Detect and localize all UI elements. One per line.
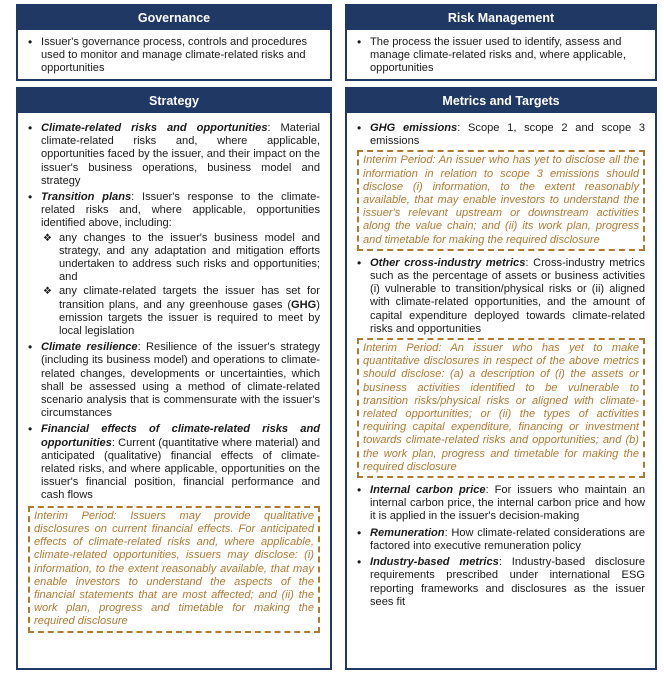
metrics-header: Metrics and Targets (347, 89, 655, 113)
desc: ) emission targets the issuer is required to meet by local legislation (59, 298, 320, 338)
transition-subitem (41, 285, 320, 338)
desc: : Issuer's response to the climate-related risks and, where applicable, opportunities identified above, including: (41, 191, 321, 230)
term: Climate resilience (41, 341, 138, 354)
strategy-item-transition-plans (28, 191, 320, 338)
metrics-item-remuneration (357, 527, 645, 553)
metrics-item-cross-industry (357, 257, 645, 478)
governance-header: Governance (18, 6, 330, 30)
strategy-item-climate-resilience (28, 341, 320, 420)
desc: : Industry-based disclosure requirements prescribed under international ESG reporting frameworks and disclosures as the issuer sees fit (370, 556, 645, 608)
governance-item: • Issuer's governance process, controls and procedures used to monitor and manage climate-related risks and opportunities (28, 36, 320, 76)
term: Other cross-industry metrics (370, 256, 526, 269)
term: Internal carbon price (370, 484, 486, 497)
strategy-item-climate-risks (28, 122, 320, 188)
desc: : Current (quantitative where material) and anticipated (qualitative) financial effects of climate-related risks, and where applicable, opportunities on the issuer's financial position, financial performance and cash flows (41, 436, 320, 502)
term: Remuneration (370, 526, 445, 539)
desc: : Material climate-related risks and, where applicable, opportunities faced by the issuer, and their impact on the issuer's business operations, business model and strategy (41, 122, 320, 187)
risk-management-panel (345, 4, 657, 81)
interim-period-note: Interim Period: An issuer who has yet to disclose all the information in relation to scope 3 emissions should disclose (i) information, to the extent reasonably available, that may enable investors to understand the issuer's relevant upstream or downstream activities along the value chain; and (ii) its work plan, progress and timetable for making the required disclosure (357, 150, 645, 250)
strategy-panel (16, 87, 332, 670)
desc: : For issuers who maintain an internal carbon price, the internal carbon price and how it is applied in the issuer's decision-making (370, 484, 645, 523)
metrics-panel (345, 87, 657, 670)
risk-management-item: • The process the issuer used to identify, assess and manage climate-related risks and, where applicable, opportunities (357, 36, 645, 76)
desc: : How climate-related considerations are factored into executive remuneration policy (370, 526, 645, 552)
transition-subitem: ❖ any changes to the issuer's business model and strategy, and any adaptation and mitigation efforts undertaken to address such risks and opportunities; and (41, 232, 320, 285)
desc: any climate-related targets the issuer has set for transition plans, and any greenhouse gases ( (59, 285, 320, 311)
term: Climate-related risks and opportunities (41, 122, 268, 134)
term: GHG emissions (370, 122, 458, 134)
metrics-item-industry (357, 556, 645, 609)
desc: : Scope 1, scope 2 and scope 3 emissions (370, 122, 645, 148)
interim-period-note: Interim Period: Issuers may provide qualitative disclosures on current financial effects. For anticipated effects of climate-related risks and, where applicable, climate-related opportunities, issuers may disclose: (i) information, to the extent reasonably available, that may enable investors to understand the aspects of the financial statements that are most affected; and (ii) the work plan, progress and timetable for making the required disclosure (28, 506, 320, 633)
interim-period-note: Interim Period: An issuer who has yet to make quantitative disclosures in respect of the above metrics should disclose: (a) a description of (i) the assets or business activities identified to be vulnerable to transition risks/physical risks or aligned with climate-related opportunities; or (ii) the types of activities requiring capital expenditure, financing or investment towards climate-related risks and opportunities; and (b) the work plan, progress and timetable for making the required disclosure (357, 338, 645, 478)
term: Industry-based metrics (370, 556, 499, 569)
desc: : Cross-industry metrics such as the percentage of assets or business activities (i) vulnerable to transition/physical risks or (ii) aligned with climate-related opportunities, and the amount of capital expenditure deployed towards climate-related risks and opportunities (370, 256, 645, 335)
risk-management-header: Risk Management (347, 6, 655, 30)
term: Financial effects of climate-related risks and opportunities (41, 423, 320, 449)
metrics-item-carbon-price (357, 484, 645, 524)
metrics-item-ghg (357, 122, 645, 251)
strategy-header: Strategy (18, 89, 330, 113)
desc: : Resilience of the issuer's strategy (including its business model) and operations to climate-related changes, developments or uncertainties, which shall be assessed using a method of climate-related scenario analysis that is commensurate with the issuer's circumstances (41, 341, 320, 420)
governance-panel (16, 4, 332, 81)
ghg-abbr: GHG (291, 298, 317, 311)
strategy-item-financial-effects (28, 423, 320, 632)
term: Transition plans (41, 191, 132, 204)
